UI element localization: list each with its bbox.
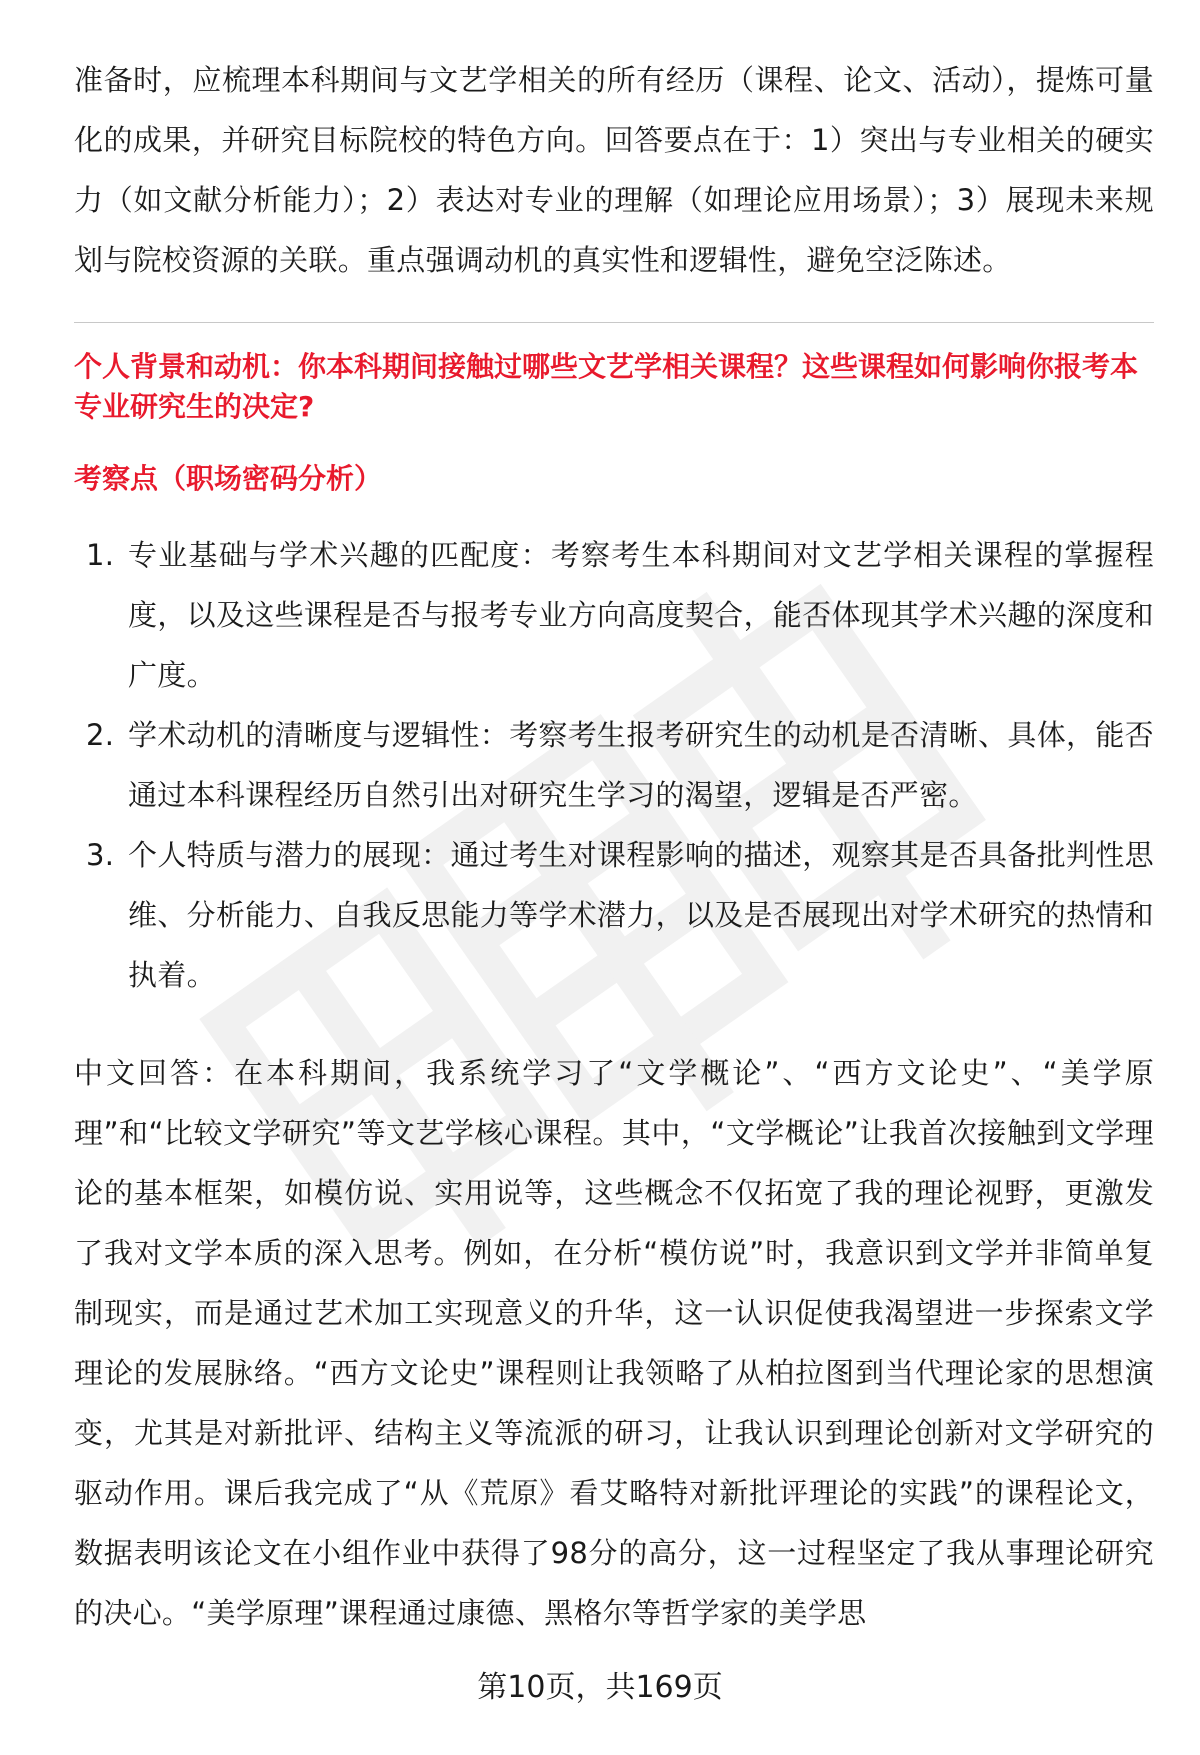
page-content [74,50,1154,1643]
list-item-text: 专业基础与学术兴趣的匹配度：考察考生本科期间对文艺学相关课程的掌握程度，以及这些课程是否与报考专业方向高度契合，能否体现其学术兴趣的深度和广度。 [128,538,1154,692]
question-heading: 个人背景和动机：你本科期间接触过哪些文艺学相关课程？这些课程如何影响你报考本专业研究生的决定? [74,350,1139,423]
exam-points-list [74,525,1154,1005]
list-item [74,825,1154,1005]
list-item [74,525,1154,705]
list-item-text: 学术动机的清晰度与逻辑性：考察考生报考研究生的动机是否清晰、具体，能否通过本科课程经历自然引出对研究生学习的渴望，逻辑是否严密。 [128,718,1154,812]
intro-paragraph: 准备时，应梳理本科期间与文艺学相关的所有经历（课程、论文、活动），提炼可量化的成果，并研究目标院校的特色方向。回答要点在于：1）突出与专业相关的硬实力（如文献分析能力）；2）表达对专业的理解（如理论应用场景）；3）展现未来规划与院校资源的关联。重点强调动机的真实性和逻辑性，避免空泛陈述。 [74,63,1154,277]
section-divider [74,322,1154,323]
list-item [74,705,1154,825]
exam-points-heading: 考察点（职场密码分析） [74,462,383,495]
page-number: 第10页，共169页 [477,1670,723,1705]
list-item-number: 2. [86,718,115,752]
list-item-text: 个人特质与潜力的展现：通过考生对课程影响的描述，观察其是否具备批判性思维、分析能力、自我反思能力等学术潜力，以及是否展现出对学术研究的热情和执着。 [128,838,1154,992]
list-item-number: 1. [86,538,115,572]
list-item-number: 3. [86,838,115,872]
answer-paragraph: 中文回答：在本科期间，我系统学习了“文学概论”、“西方文论史”、“美学原理”和“比较文学研究”等文艺学核心课程。其中，“文学概论”让我首次接触到文学理论的基本框架，如模仿说、实用说等，这些概念不仅拓宽了我的理论视野，更激发了我对文学本质的深入思考。例如，在分析“模仿说”时，我意识到文学并非简单复制现实，而是通过艺术加工实现意义的升华，这一认识促使我渴望进一步探索文学理论的发展脉络。“西方文论史”课程则让我领略了从柏拉图到当代理论家的思想演变，尤其是对新批评、结构主义等流派的研习，让我认识到理论创新对文学研究的驱动作用。课后我完成了“从《荒原》看艾略特对新批评理论的实践”的课程论文，数据表明该论文在小组作业中获得了98分的高分，这一过程坚定了我从事理论研究的决心。“美学原理”课程通过康德、黑格尔等哲学家的美学思 [74,1056,1154,1630]
